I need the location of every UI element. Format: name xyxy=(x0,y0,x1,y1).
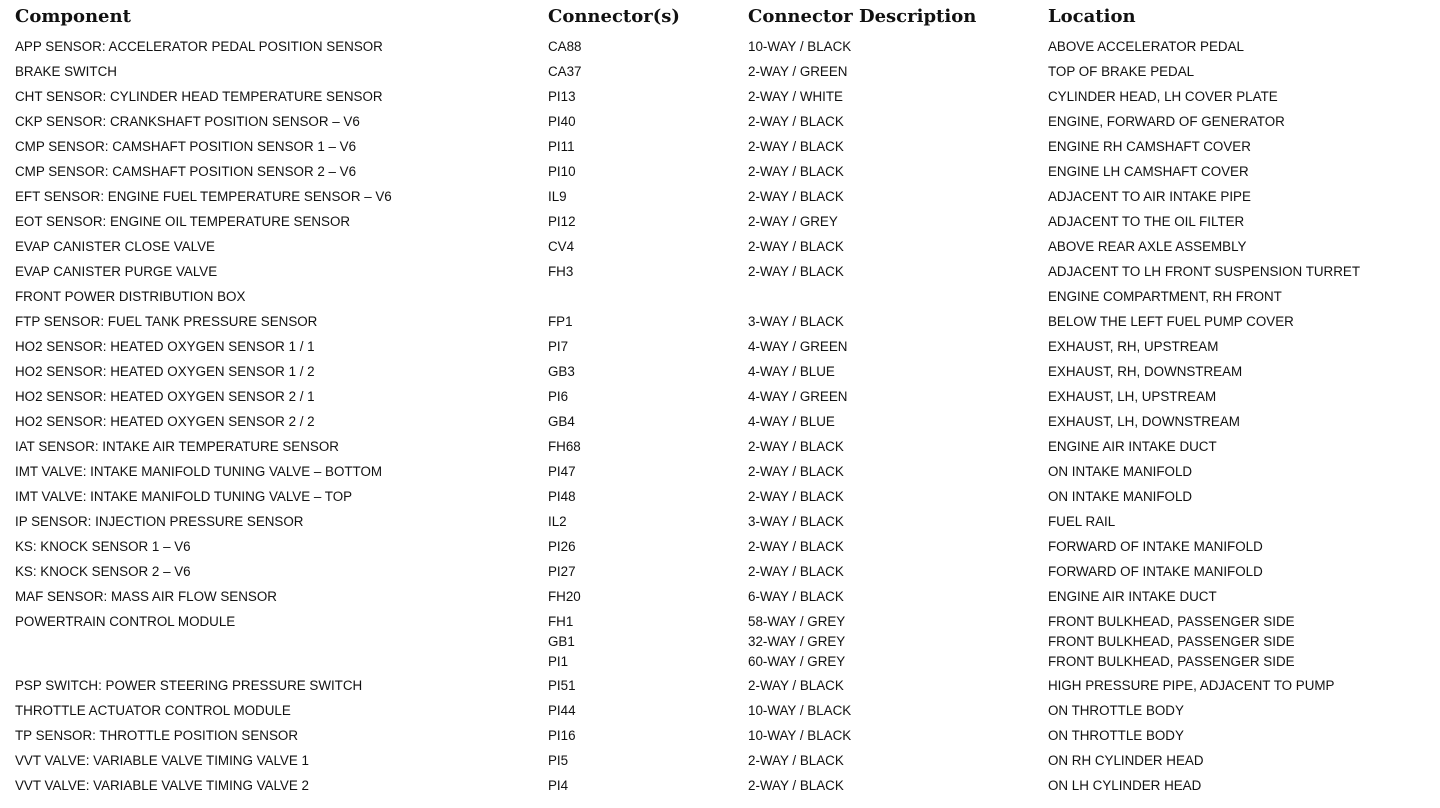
location-cell-line: ADJACENT TO THE OIL FILTER xyxy=(1048,214,1245,229)
connector-description-cell-line: 32-WAY / GREY xyxy=(748,634,846,649)
connector-cell xyxy=(548,412,575,432)
table-row xyxy=(0,162,1440,187)
connector-cell-line: PI40 xyxy=(548,114,576,129)
location-cell xyxy=(1048,562,1263,582)
location-cell-line: FRONT BULKHEAD, PASSENGER SIDE xyxy=(1048,614,1295,629)
location-cell-line: ENGINE COMPARTMENT, RH FRONT xyxy=(1048,289,1282,304)
connector-description-cell xyxy=(748,212,838,232)
location-cell-line: ENGINE RH CAMSHAFT COVER xyxy=(1048,139,1251,154)
location-cell xyxy=(1048,287,1282,307)
location-cell-line: FORWARD OF INTAKE MANIFOLD xyxy=(1048,564,1263,579)
connector-cell-line: CV4 xyxy=(548,239,575,254)
location-cell xyxy=(1048,387,1216,407)
component-cell: MAF SENSOR: MASS AIR FLOW SENSOR xyxy=(15,589,277,604)
connector-cell-line: PI27 xyxy=(548,564,576,579)
location-cell xyxy=(1048,701,1184,721)
connector-description-cell xyxy=(748,487,844,507)
connector-cell-line: GB4 xyxy=(548,414,575,429)
location-cell-line: CYLINDER HEAD, LH COVER PLATE xyxy=(1048,89,1278,104)
connector-description-cell-line: 2-WAY / GREY xyxy=(748,214,838,229)
table-row xyxy=(0,462,1440,487)
component-cell: CHT SENSOR: CYLINDER HEAD TEMPERATURE SENSOR xyxy=(15,89,383,104)
table-body xyxy=(0,37,1440,801)
connector-cell xyxy=(548,87,576,107)
location-cell-line: FUEL RAIL xyxy=(1048,514,1116,529)
location-cell xyxy=(1048,676,1334,696)
connector-description-cell-line: 4-WAY / BLUE xyxy=(748,414,835,429)
connector-cell-line: PI44 xyxy=(548,703,576,718)
connector-description-cell xyxy=(748,312,844,332)
location-cell-line: ADJACENT TO LH FRONT SUSPENSION TURRET xyxy=(1048,264,1361,279)
connector-cell xyxy=(548,726,576,746)
location-cell xyxy=(1048,487,1192,507)
connector-description-cell xyxy=(748,237,844,257)
connector-cell-line: FH1 xyxy=(548,614,574,629)
connector-description-cell-line: 3-WAY / BLACK xyxy=(748,514,844,529)
location-cell-line: ON RH CYLINDER HEAD xyxy=(1048,753,1204,768)
connector-description-cell xyxy=(748,162,844,182)
location-cell xyxy=(1048,37,1244,57)
connector-cell-line: PI1 xyxy=(548,654,569,669)
table-row xyxy=(0,62,1440,87)
table-row xyxy=(0,337,1440,362)
connector-description-cell xyxy=(748,387,847,407)
table-row xyxy=(0,112,1440,137)
table-row xyxy=(0,137,1440,162)
connector-description-cell-line: 2-WAY / BLACK xyxy=(748,139,844,154)
connector-description-cell-line: 10-WAY / BLACK xyxy=(748,39,852,54)
connector-description-cell xyxy=(748,676,844,696)
table-row xyxy=(0,587,1440,612)
component-cell: EVAP CANISTER PURGE VALVE xyxy=(15,264,218,279)
table-row xyxy=(0,701,1440,726)
connector-cell-line: PI13 xyxy=(548,89,576,104)
table-row xyxy=(0,776,1440,801)
component-cell: CMP SENSOR: CAMSHAFT POSITION SENSOR 2 – V6 xyxy=(15,164,357,179)
connector-cell-line: PI7 xyxy=(548,339,569,354)
connector-description-cell-line: 2-WAY / BLACK xyxy=(748,164,844,179)
location-cell-line: EXHAUST, RH, DOWNSTREAM xyxy=(1048,364,1243,379)
location-cell-line: ENGINE AIR INTAKE DUCT xyxy=(1048,439,1217,454)
connector-description-cell-line: 2-WAY / BLACK xyxy=(748,539,844,554)
connector-description-cell xyxy=(748,512,844,532)
connector-cell xyxy=(548,262,573,282)
location-cell xyxy=(1048,337,1218,357)
component-cell: HO2 SENSOR: HEATED OXYGEN SENSOR 1 / 1 xyxy=(15,339,315,354)
table-row xyxy=(0,37,1440,62)
connector-description-cell-line: 4-WAY / GREEN xyxy=(748,339,848,354)
connector-description-cell-line: 2-WAY / GREEN xyxy=(748,64,848,79)
connector-description-cell xyxy=(748,187,844,207)
table-row xyxy=(0,487,1440,512)
table-header xyxy=(0,4,1440,30)
connector-cell xyxy=(548,62,582,82)
connector-cell-line: PI26 xyxy=(548,539,576,554)
location-cell xyxy=(1048,312,1294,332)
connector-cell xyxy=(548,337,568,357)
connector-description-cell xyxy=(748,587,844,607)
connector-description-cell xyxy=(748,751,844,771)
component-cell: IAT SENSOR: INTAKE AIR TEMPERATURE SENSOR xyxy=(15,439,339,454)
component-cell: POWERTRAIN CONTROL MODULE xyxy=(15,614,236,629)
connector-cell xyxy=(548,112,576,132)
connector-cell xyxy=(548,437,581,457)
connector-description-cell xyxy=(748,112,844,132)
location-cell-line: TOP OF BRAKE PEDAL xyxy=(1048,64,1195,79)
connector-cell xyxy=(548,387,568,407)
connector-cell-line: IL2 xyxy=(548,514,567,529)
location-cell xyxy=(1048,612,1295,672)
table-row xyxy=(0,387,1440,412)
connector-cell xyxy=(548,362,575,382)
connector-cell xyxy=(548,487,576,507)
component-cell: KS: KNOCK SENSOR 1 – V6 xyxy=(15,539,191,554)
component-cell: HO2 SENSOR: HEATED OXYGEN SENSOR 2 / 1 xyxy=(15,389,315,404)
connector-cell xyxy=(548,612,575,672)
table-row xyxy=(0,751,1440,776)
component-cell: IMT VALVE: INTAKE MANIFOLD TUNING VALVE – TOP xyxy=(15,489,353,504)
connector-description-cell-line: 6-WAY / BLACK xyxy=(748,589,844,604)
connector-description-cell-line: 4-WAY / BLUE xyxy=(748,364,835,379)
component-cell: KS: KNOCK SENSOR 2 – V6 xyxy=(15,564,191,579)
connector-cell xyxy=(548,701,576,721)
table-row xyxy=(0,437,1440,462)
connector-cell-line: FP1 xyxy=(548,314,573,329)
connector-description-cell xyxy=(748,437,844,457)
table-row xyxy=(0,676,1440,701)
connector-description-cell-line: 2-WAY / BLACK xyxy=(748,464,844,479)
table-row xyxy=(0,87,1440,112)
location-cell-line: FORWARD OF INTAKE MANIFOLD xyxy=(1048,539,1263,554)
connector-description-cell-line: 10-WAY / BLACK xyxy=(748,728,852,743)
connector-cell-line: FH20 xyxy=(548,589,581,604)
connector-cell xyxy=(548,587,581,607)
connector-description-cell-line: 2-WAY / BLACK xyxy=(748,778,844,793)
connector-cell-line: FH68 xyxy=(548,439,581,454)
connector-description-cell-line: 2-WAY / BLACK xyxy=(748,678,844,693)
connector-description-cell xyxy=(748,37,851,57)
connector-description-cell xyxy=(748,337,847,357)
component-cell: APP SENSOR: ACCELERATOR PEDAL POSITION SENSOR xyxy=(15,39,383,54)
location-cell xyxy=(1048,776,1201,796)
connector-cell xyxy=(548,312,573,332)
table-row xyxy=(0,562,1440,587)
location-cell-line: BELOW THE LEFT FUEL PUMP COVER xyxy=(1048,314,1294,329)
connector-cell-line: PI48 xyxy=(548,489,576,504)
location-cell-line: ENGINE LH CAMSHAFT COVER xyxy=(1048,164,1249,179)
location-cell xyxy=(1048,212,1244,232)
component-cell: HO2 SENSOR: HEATED OXYGEN SENSOR 2 / 2 xyxy=(15,414,315,429)
connector-cell xyxy=(548,212,576,232)
location-cell-line: EXHAUST, LH, UPSTREAM xyxy=(1048,389,1217,404)
connector-cell xyxy=(548,237,574,257)
location-cell-line: ON INTAKE MANIFOLD xyxy=(1048,464,1193,479)
component-cell: VVT VALVE: VARIABLE VALVE TIMING VALVE 1 xyxy=(15,753,309,768)
table-row xyxy=(0,537,1440,562)
location-cell xyxy=(1048,462,1192,482)
location-cell-line: EXHAUST, LH, DOWNSTREAM xyxy=(1048,414,1240,429)
location-cell-line: ON THROTTLE BODY xyxy=(1048,728,1184,743)
connector-cell xyxy=(548,512,567,532)
component-cell: IP SENSOR: INJECTION PRESSURE SENSOR xyxy=(15,514,304,529)
connector-cell xyxy=(548,37,582,57)
connector-description-cell xyxy=(748,562,844,582)
connector-description-cell xyxy=(748,262,844,282)
location-cell xyxy=(1048,751,1204,771)
connector-cell-line: PI4 xyxy=(548,778,569,793)
location-cell xyxy=(1048,237,1246,257)
connector-cell-line: CA88 xyxy=(548,39,582,54)
location-cell-line: ENGINE, FORWARD OF GENERATOR xyxy=(1048,114,1285,129)
location-cell-line: ABOVE REAR AXLE ASSEMBLY xyxy=(1048,239,1247,254)
connector-cell-line: CA37 xyxy=(548,64,582,79)
connector-cell-line: GB1 xyxy=(548,634,575,649)
table-row xyxy=(0,512,1440,537)
location-cell xyxy=(1048,437,1217,457)
connector-description-cell xyxy=(748,412,835,432)
table-row xyxy=(0,187,1440,212)
table-row xyxy=(0,362,1440,387)
connector-cell xyxy=(548,537,576,557)
connector-description-cell xyxy=(748,726,851,746)
connector-cell xyxy=(548,676,576,696)
location-cell-line: ON INTAKE MANIFOLD xyxy=(1048,489,1193,504)
location-cell xyxy=(1048,512,1115,532)
location-cell-line: FRONT BULKHEAD, PASSENGER SIDE xyxy=(1048,634,1295,649)
connector-description-cell xyxy=(748,776,844,796)
connector-description-cell-line: 2-WAY / BLACK xyxy=(748,264,844,279)
location-cell xyxy=(1048,62,1194,82)
connector-description-cell-line: 3-WAY / BLACK xyxy=(748,314,844,329)
location-cell xyxy=(1048,726,1184,746)
connector-cell xyxy=(548,562,576,582)
table-row xyxy=(0,412,1440,437)
location-cell xyxy=(1048,187,1251,207)
connector-cell xyxy=(548,776,568,796)
connector-cell-line: PI10 xyxy=(548,164,576,179)
connector-description-cell-line: 2-WAY / BLACK xyxy=(748,439,844,454)
table-row xyxy=(0,312,1440,337)
connector-description-cell xyxy=(748,362,835,382)
component-cell: PSP SWITCH: POWER STEERING PRESSURE SWITCH xyxy=(15,678,363,693)
connector-cell-line: PI11 xyxy=(548,139,575,154)
connector-cell-line: PI6 xyxy=(548,389,569,404)
component-cell: FRONT POWER DISTRIBUTION BOX xyxy=(15,289,246,304)
component-cell: CKP SENSOR: CRANKSHAFT POSITION SENSOR – V6 xyxy=(15,114,360,129)
connector-cell xyxy=(548,751,568,771)
component-cell: IMT VALVE: INTAKE MANIFOLD TUNING VALVE – BOTTOM xyxy=(15,464,383,479)
location-cell xyxy=(1048,262,1360,282)
connector-cell-line: PI12 xyxy=(548,214,576,229)
connector-cell-line: GB3 xyxy=(548,364,575,379)
connector-description-cell xyxy=(748,701,851,721)
connector-description-cell-line: 2-WAY / BLACK xyxy=(748,239,844,254)
connector-description-cell-line: 4-WAY / GREEN xyxy=(748,389,848,404)
location-cell xyxy=(1048,362,1242,382)
component-cell: HO2 SENSOR: HEATED OXYGEN SENSOR 1 / 2 xyxy=(15,364,315,379)
table-row xyxy=(0,612,1440,676)
component-cell: EVAP CANISTER CLOSE VALVE xyxy=(15,239,215,254)
component-cell: TP SENSOR: THROTTLE POSITION SENSOR xyxy=(15,728,298,743)
header-location: Location xyxy=(1048,6,1136,27)
component-cell: EOT SENSOR: ENGINE OIL TEMPERATURE SENSOR xyxy=(15,214,351,229)
header-connector-description: Connector Description xyxy=(748,6,977,27)
connector-cell-line: IL9 xyxy=(548,189,567,204)
connector-description-cell-line: 2-WAY / BLACK xyxy=(748,564,844,579)
connector-description-cell-line: 60-WAY / GREY xyxy=(748,654,846,669)
location-cell xyxy=(1048,137,1251,157)
table-row xyxy=(0,212,1440,237)
location-cell xyxy=(1048,412,1240,432)
header-connectors: Connector(s) xyxy=(548,6,680,27)
connector-description-cell xyxy=(748,137,844,157)
connector-description-cell-line: 10-WAY / BLACK xyxy=(748,703,852,718)
connector-cell-line: FH3 xyxy=(548,264,574,279)
table-row xyxy=(0,237,1440,262)
location-cell xyxy=(1048,587,1217,607)
connector-description-cell xyxy=(748,62,847,82)
connector-cell xyxy=(548,137,575,157)
connector-description-cell xyxy=(748,462,844,482)
location-cell xyxy=(1048,112,1285,132)
component-cell: FTP SENSOR: FUEL TANK PRESSURE SENSOR xyxy=(15,314,318,329)
connector-cell-line: PI16 xyxy=(548,728,576,743)
connector-cell-line: PI51 xyxy=(548,678,576,693)
connector-cell-line: PI5 xyxy=(548,753,569,768)
table-row xyxy=(0,262,1440,287)
location-cell xyxy=(1048,537,1263,557)
location-cell-line: ABOVE ACCELERATOR PEDAL xyxy=(1048,39,1244,54)
connector-description-cell xyxy=(748,537,844,557)
location-cell-line: EXHAUST, RH, UPSTREAM xyxy=(1048,339,1219,354)
connector-description-cell-line: 2-WAY / BLACK xyxy=(748,189,844,204)
location-cell-line: ON LH CYLINDER HEAD xyxy=(1048,778,1202,793)
connector-description-cell-line: 2-WAY / BLACK xyxy=(748,489,844,504)
component-cell: CMP SENSOR: CAMSHAFT POSITION SENSOR 1 – V6 xyxy=(15,139,357,154)
header-component: Component xyxy=(15,6,131,27)
location-cell-line: HIGH PRESSURE PIPE, ADJACENT TO PUMP xyxy=(1048,678,1335,693)
location-cell xyxy=(1048,87,1278,107)
connector-description-cell-line: 2-WAY / BLACK xyxy=(748,753,844,768)
component-cell: EFT SENSOR: ENGINE FUEL TEMPERATURE SENSOR – V6 xyxy=(15,189,392,204)
connector-description-cell-line: 2-WAY / BLACK xyxy=(748,114,844,129)
connector-cell xyxy=(548,162,576,182)
connector-cell xyxy=(548,462,576,482)
connector-description-cell-line: 58-WAY / GREY xyxy=(748,614,846,629)
location-cell-line: ON THROTTLE BODY xyxy=(1048,703,1184,718)
table-row xyxy=(0,287,1440,312)
location-cell-line: ENGINE AIR INTAKE DUCT xyxy=(1048,589,1217,604)
connector-description-cell-line: 2-WAY / WHITE xyxy=(748,89,843,104)
table-row xyxy=(0,726,1440,751)
connector-description-cell xyxy=(748,612,845,672)
component-cell: VVT VALVE: VARIABLE VALVE TIMING VALVE 2 xyxy=(15,778,309,793)
component-cell: THROTTLE ACTUATOR CONTROL MODULE xyxy=(15,703,291,718)
location-cell-line: ADJACENT TO AIR INTAKE PIPE xyxy=(1048,189,1251,204)
location-cell xyxy=(1048,162,1249,182)
component-cell: BRAKE SWITCH xyxy=(15,64,117,79)
connector-description-cell xyxy=(748,87,843,107)
connector-cell-line: PI47 xyxy=(548,464,576,479)
location-cell-line: FRONT BULKHEAD, PASSENGER SIDE xyxy=(1048,654,1295,669)
connector-cell xyxy=(548,187,567,207)
